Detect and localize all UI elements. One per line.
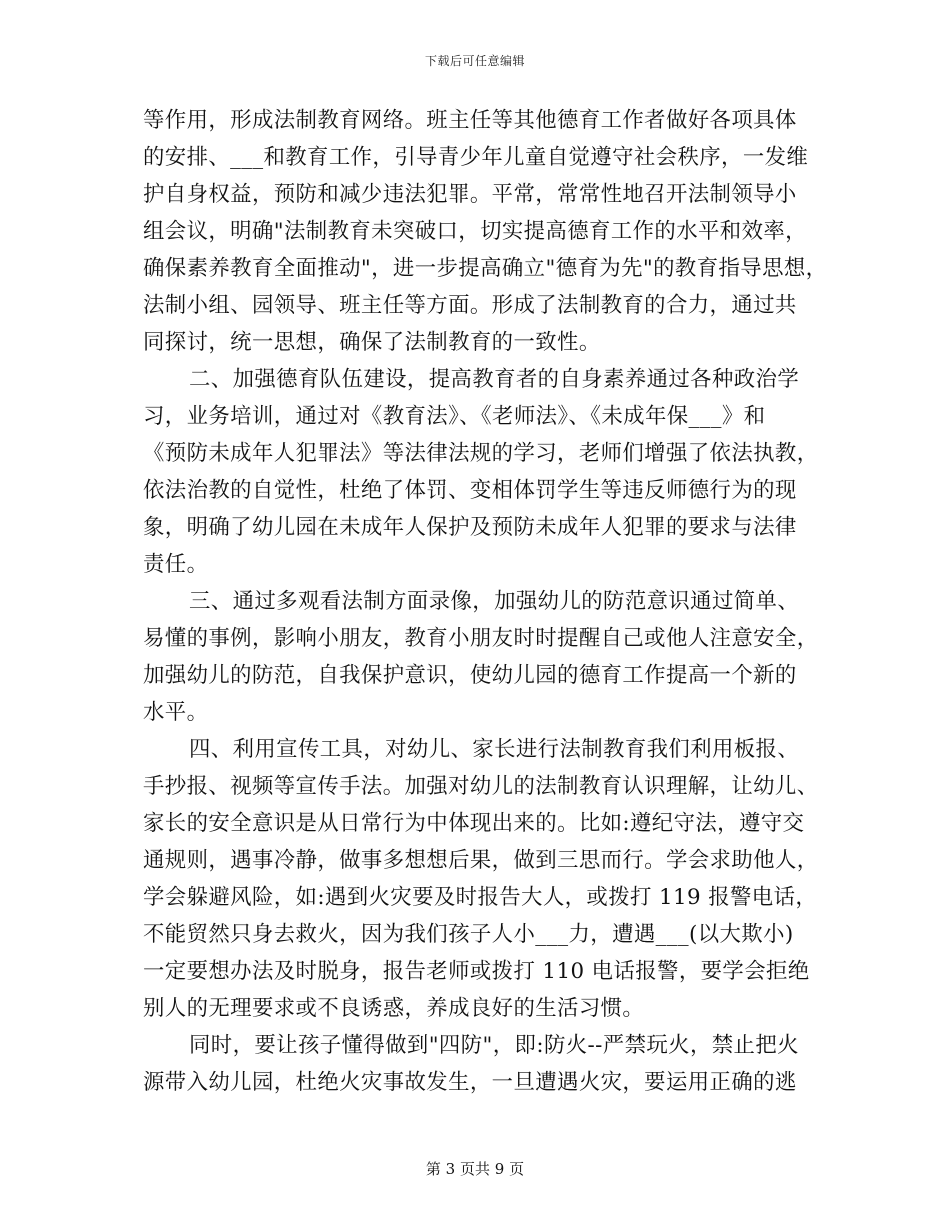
text-line: 不能贸然只身去救火，因为我们孩子人小___力，遭遇___(以大欺小) [143, 922, 794, 947]
text-line: 象，明确了幼儿园在未成年人保护及预防未成年人犯罪的要求与法律 [143, 515, 797, 540]
document-body [143, 102, 828, 1101]
text-line: 等作用，形成法制教育网络。班主任等其他德育工作者做好各项具体 [143, 108, 797, 133]
text-line: 的安排、___和教育工作，引导青少年儿童自觉遵守社会秩序，一发维 [143, 145, 809, 170]
text-line: 别人的无理要求或不良诱惑，养成良好的生活习惯。 [143, 996, 645, 1021]
text-line: 源带入幼儿园，杜绝火灾事故发生，一旦遭遇火灾，要运用正确的逃 [143, 1070, 797, 1095]
text-line: 同探讨，统一思想，确保了法制教育的一致性。 [143, 330, 601, 355]
page-number: 第 3 页共 9 页 [425, 1160, 525, 1178]
text-line: 确保素养教育全面推动"，进一步提高确立"德育为先"的教育指导思想， [143, 256, 828, 281]
text-line: 学会躲避风险，如:遇到火灾要及时报告大人，或拨打 119 报警电话， [143, 885, 818, 910]
text-line: 加强幼儿的防范，自我保护意识，使幼儿园的德育工作提高一个新的 [143, 663, 797, 688]
page-header: 下载后可任意编辑 [424, 54, 525, 68]
text-line: 水平。 [143, 700, 209, 725]
text-line: 习，业务培训，通过对《教育法》、《老师法》、《未成年保___》和 [143, 404, 766, 429]
paragraph-first-line: 四、利用宣传工具，对幼儿、家长进行法制教育我们利用板报、 [189, 737, 800, 762]
text-line: 法制小组、园领导、班主任等方面。形成了法制教育的合力，通过共 [143, 293, 797, 318]
paragraph-first-line: 二、加强德育队伍建设，提高教育者的自身素养通过各种政治学 [189, 367, 800, 392]
paragraph-first-line: 三、通过多观看法制方面录像，加强幼儿的防范意识通过简单、 [189, 589, 800, 614]
text-line: 家长的安全意识是从日常行为中体现出来的。比如:遵纪守法，遵守交 [143, 811, 805, 836]
text-line: 《预防未成年人犯罪法》等法律法规的学习，老师们增强了依法执教， [143, 441, 819, 466]
text-line: 易懂的事例，影响小朋友，教育小朋友时时提醒自己或他人注意安全， [143, 626, 819, 651]
text-line: 一定要想办法及时脱身，报告老师或拨打 110 电话报警，要学会拒绝 [143, 959, 810, 984]
text-line: 责任。 [143, 552, 209, 577]
text-line: 手抄报、视频等宣传手法。加强对幼儿的法制教育认识理解，让幼儿、 [143, 774, 819, 799]
text-line: 组会议，明确"法制教育未突破口，切实提高德育工作的水平和效率， [143, 219, 807, 244]
paragraph-first-line: 同时，要让孩子懂得做到"四防"，即:防火--严禁玩火，禁止把火 [189, 1033, 799, 1058]
text-line: 护自身权益，预防和减少违法犯罪。平常，常常性地召开法制领导小 [143, 182, 797, 207]
text-line: 依法治教的自觉性，杜绝了体罚、变相体罚学生等违反师德行为的现 [143, 478, 797, 503]
text-line: 通规则，遇事冷静，做事多想想后果，做到三思而行。学会求助他人， [143, 848, 819, 873]
